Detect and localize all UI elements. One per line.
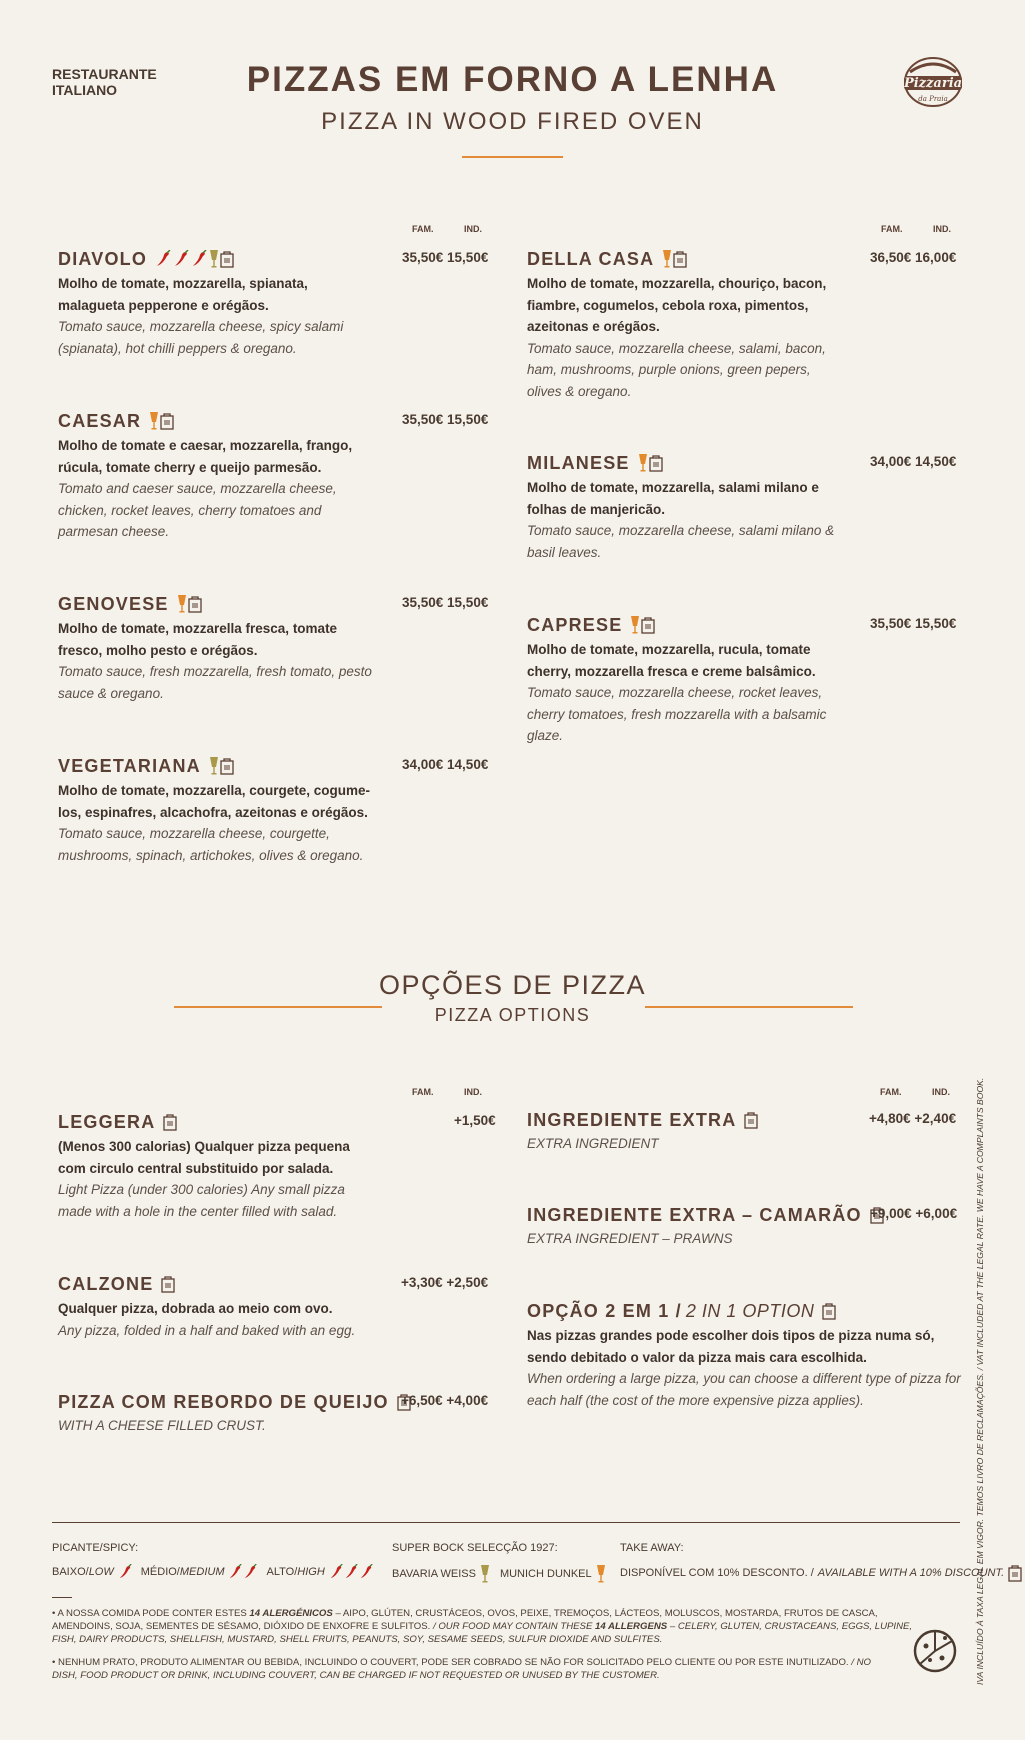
beer-glass-orange-icon <box>149 411 159 431</box>
pizza-item-della-casa <box>527 248 967 402</box>
item-name: INGREDIENTE EXTRA – CAMARÃO <box>527 1204 862 1225</box>
item-desc-pt: Nas pizzas grandes pode escolher dois tipos de pizza numa só, sendo debitado o valor da pizza mais cara escolhida. <box>527 1328 935 1365</box>
item-desc-en: Tomato sauce, mozzarella cheese, rocket leaves, cherry tomatoes, fresh mozzarella with a balsamic glaze. <box>527 685 827 743</box>
item-name: MILANESE <box>527 452 630 473</box>
item-price: 35,50€ 15,50€ <box>402 595 489 610</box>
item-name: GENOVESE <box>58 593 169 614</box>
item-desc-pt: Molho de tomate, mozzarella, courgete, cogume-los, espinafres, alcachofra, azeitonas e orégãos. <box>58 783 371 820</box>
item-price: 35,50€ 15,50€ <box>870 616 957 631</box>
item-desc-pt: Molho de tomate, mozzarella, salami milano e folhas de manjericão. <box>527 480 819 517</box>
takeaway-title: TAKE AWAY: <box>620 1542 684 1554</box>
item-price: 35,50€ 15,50€ <box>402 250 489 265</box>
item-desc-en: Any pizza, folded in a half and baked with an egg. <box>58 1322 356 1338</box>
item-name: DIAVOLO <box>58 248 148 269</box>
spicy-low-label-en: LOW <box>88 1566 114 1578</box>
chili-icon <box>243 1564 258 1580</box>
item-price: +6,50€ +4,00€ <box>401 1393 489 1408</box>
item-desc-pt: Molho de tomate, mozzarella fresca, tomate fresco, molho pesto e orégãos. <box>58 621 338 658</box>
takeaway-bag-icon <box>161 1275 175 1293</box>
takeaway-bag-icon <box>744 1111 758 1129</box>
beer-legend <box>392 1564 606 1584</box>
item-name: CAESAR <box>58 410 142 431</box>
chili-icon <box>191 250 208 268</box>
item-name: INGREDIENTE EXTRA <box>527 1109 737 1130</box>
svg-text:da Praia: da Praia <box>918 95 948 103</box>
option-item-2-em-1 <box>527 1300 967 1411</box>
spicy-med-label: MÉDIO/ <box>140 1566 180 1578</box>
item-name: OPÇÃO 2 EM 1 / <box>527 1300 682 1321</box>
item-desc-pt: Molho de tomate e caesar, mozzarella, frango, rúcula, tomate cherry e queijo parmesão. <box>58 438 353 475</box>
takeaway-bag-icon <box>220 757 234 775</box>
pizza-item-milanese <box>527 452 967 563</box>
item-desc-pt: Molho de tomate, mozzarella, rucula, tomate cherry, mozzarella fresca e creme balsâmico. <box>527 642 816 679</box>
col-ind-left-2: IND. <box>464 1087 482 1097</box>
beer-glass-orange-icon <box>630 615 640 635</box>
item-name: DELLA CASA <box>527 248 655 269</box>
options-subtitle: PIZZA OPTIONS <box>434 1005 591 1025</box>
pizza-item-genovese <box>58 593 498 704</box>
spicy-med-label-en: MEDIUM <box>179 1566 225 1578</box>
item-desc-en: Tomato sauce, mozzarella cheese, spicy salami (spianata), hot chilli peppers & oregano. <box>58 319 344 356</box>
spicy-legend-title: PICANTE/SPICY: <box>52 1542 139 1554</box>
option-item-leggera <box>58 1111 498 1222</box>
col-fam-right-2: FAM. <box>880 1087 902 1097</box>
chili-icon <box>228 1564 243 1580</box>
item-desc-en: When ordering a large pizza, you can choose a different type of pizza for each half (the cost of the more expensive pizza applies). <box>527 1371 961 1408</box>
item-name-en: 2 IN 1 OPTION <box>685 1300 815 1321</box>
col-fam-left-2: FAM. <box>412 1087 434 1097</box>
item-name: LEGGERA <box>58 1111 156 1132</box>
item-desc-en: Tomato sauce, mozzarella cheese, salami milano & basil leaves. <box>527 523 835 560</box>
item-price: 35,50€ 15,50€ <box>402 412 489 427</box>
pizzaria-logo <box>900 54 966 110</box>
item-name: PIZZA COM REBORDO DE QUEIJO <box>58 1391 389 1412</box>
beer-glass-orange-icon <box>596 1564 606 1584</box>
chili-icon <box>329 1564 344 1580</box>
col-ind-right-2: IND. <box>932 1087 950 1097</box>
col-ind-left: IND. <box>464 224 482 234</box>
page-subtitle: PIZZA IN WOOD FIRED OVEN <box>321 108 704 135</box>
item-desc-pt: Molho de tomate, mozzarella, chouriço, bacon, fiambre, cogumelos, cebola roxa, pimentos, azeitonas e orégãos. <box>527 276 827 334</box>
takeaway-bag-icon <box>188 595 202 613</box>
option-item-ingrediente-camarao <box>527 1204 967 1250</box>
spicy-low-label: BAIXO/ <box>52 1566 89 1578</box>
item-price: 36,50€ 16,00€ <box>870 250 957 265</box>
col-fam-right: FAM. <box>881 224 903 234</box>
takeaway-bag-icon <box>1008 1564 1022 1582</box>
chili-icon <box>155 250 172 268</box>
beer-munich-label: MUNICH DUNKEL <box>499 1568 592 1580</box>
footer-divider <box>52 1522 960 1523</box>
option-item-calzone <box>58 1273 498 1341</box>
item-name: VEGETARIANA <box>58 755 201 776</box>
pizza-item-diavolo <box>58 248 498 359</box>
svg-text:Pizzaria: Pizzaria <box>903 76 963 91</box>
beer-glass-orange-icon <box>662 249 672 269</box>
chili-icon <box>173 250 190 268</box>
spicy-legend <box>52 1564 374 1580</box>
item-desc-pt: Qualquer pizza, dobrada ao meio com ovo. <box>58 1301 333 1316</box>
item-desc-en: Tomato sauce, mozzarella cheese, courgette, mushrooms, spinach, artichokes, olives & oregano. <box>58 826 364 863</box>
item-desc-en: EXTRA INGREDIENT <box>527 1136 659 1151</box>
takeaway-bag-icon <box>673 250 687 268</box>
beer-legend-title: SUPER BOCK SELECÇÃO 1927: <box>392 1542 558 1554</box>
vat-note-vertical: IVA INCLUÍDO À TAXA LEGAL EM VIGOR. TEMOS LIVRO DE RECLAMAÇÕES. / VAT INCLUDED AT THE LEGAL RATE. WE HAVE A COMPLAINTS BOOK. <box>975 1077 985 1685</box>
spicy-high-label-en: HIGH <box>297 1566 325 1578</box>
item-desc-en: Tomato sauce, mozzarella cheese, salami, bacon, ham, mushrooms, purple onions, green pepers, olives & oregano. <box>527 340 826 399</box>
pizza-item-vegetariana <box>58 755 498 866</box>
allergen-note: • A NOSSA COMIDA PODE CONTER ESTES 14 ALERGÉNICOS – AIPO, GLÚTEN, CRUSTÁCEOS, OVOS, PEIXE, TREMOÇOS, LÁCTEOS, MOLUSCOS, MOSTARDA, FRUTOS DE CASCA, AMENDOINS, SOJA, SEMENTES DE SÉSAMO, DIÓXIDO DE ENXOFRE E SULFITOS. / OUR FOOD MAY CONTAIN THESE 14 ALLERGENS – CELERY, GLUTEN, CRUSTACEANS, EGGS, LUPINE, FISH, DAIRY PRODUCTS, SHELLFISH, MUSTARD, SHELL FRUITS, PEANUTS, SOY, SESAME SEEDS, SULFUR DIOXIDE AND SULFITES. <box>52 1608 913 1645</box>
chili-icon <box>118 1564 133 1580</box>
option-item-rebordo-queijo <box>58 1391 498 1437</box>
col-ind-right: IND. <box>933 224 951 234</box>
footer-small-divider <box>52 1597 72 1598</box>
takeaway-bag-icon <box>641 616 655 634</box>
item-price: 34,00€ 14,50€ <box>402 757 489 772</box>
item-price: +4,80€ +2,40€ <box>869 1111 957 1126</box>
item-desc-en: WITH A CHEESE FILLED CRUST. <box>58 1418 266 1433</box>
couvert-note: • NENHUM PRATO, PRODUTO ALIMENTAR OU BEBIDA, INCLUINDO O COUVERT, PODE SER COBRADO SE NÃO FOR SOLICITADO PELO CLIENTE OU POR ESTE INUTILIZADO. / NO DISH, FOOD PRODUCT OR DRINK, INCLUDING COUVERT, CAN BE CHARGED IF NOT REQUESTED OR UNUSED BY THE CUSTOMER. <box>52 1657 871 1681</box>
takeaway-pt: DISPONÍVEL COM 10% DESCONTO. / <box>620 1567 814 1579</box>
item-price: +9,00€ +6,00€ <box>870 1206 958 1221</box>
beer-glass-olive-icon <box>209 249 219 269</box>
item-desc-en: Light Pizza (under 300 calories) Any small pizza made with a hole in the center filled with salad. <box>58 1182 345 1219</box>
beer-bavaria-label: BAVARIA WEISS <box>392 1568 476 1580</box>
takeaway-en: AVAILABLE WITH A 10% DISCOUNT. <box>817 1567 1005 1579</box>
item-desc-en: Tomato and caeser sauce, mozzarella cheese, chicken, rocket leaves, cherry tomatoes and parmesan cheese. <box>58 481 337 539</box>
beer-glass-olive-icon <box>480 1564 490 1584</box>
takeaway-bag-icon <box>160 412 174 430</box>
item-price: 34,00€ 14,50€ <box>870 454 957 469</box>
restaurant-label: RESTAURANTE ITALIANO <box>52 66 157 98</box>
item-desc-en: EXTRA INGREDIENT – PRAWNS <box>527 1231 733 1246</box>
pizza-slice-icon <box>912 1628 958 1674</box>
beer-glass-orange-icon <box>177 594 187 614</box>
item-desc-en: Tomato sauce, fresh mozzarella, fresh tomato, pesto sauce & oregano. <box>58 664 372 701</box>
takeaway-legend <box>620 1564 1022 1582</box>
col-fam-left: FAM. <box>412 224 434 234</box>
pizza-item-caesar <box>58 410 498 543</box>
item-desc-pt: (Menos 300 calorias) Qualquer pizza pequena com circulo central substituido por salada. <box>58 1139 350 1176</box>
beer-glass-olive-icon <box>209 756 219 776</box>
spicy-high-label: ALTO/ <box>266 1566 298 1578</box>
page-title: PIZZAS EM FORNO A LENHA <box>246 60 779 99</box>
option-item-ingrediente-extra <box>527 1109 967 1155</box>
beer-glass-orange-icon <box>638 453 648 473</box>
options-title: OPÇÕES DE PIZZA <box>378 970 647 1000</box>
takeaway-bag-icon <box>220 250 234 268</box>
item-price: +1,50€ <box>454 1113 496 1128</box>
pizza-item-caprese <box>527 614 967 747</box>
item-price: +3,30€ +2,50€ <box>401 1275 489 1290</box>
takeaway-bag-icon <box>649 454 663 472</box>
title-divider <box>462 156 563 158</box>
item-name: CALZONE <box>58 1273 154 1294</box>
takeaway-bag-icon <box>822 1302 836 1320</box>
chili-icon <box>344 1564 359 1580</box>
item-name: CAPRESE <box>527 614 623 635</box>
takeaway-bag-icon <box>163 1113 177 1131</box>
chili-icon <box>359 1564 374 1580</box>
item-desc-pt: Molho de tomate, mozzarella, spianata, malagueta pepperone e orégãos. <box>58 276 308 313</box>
